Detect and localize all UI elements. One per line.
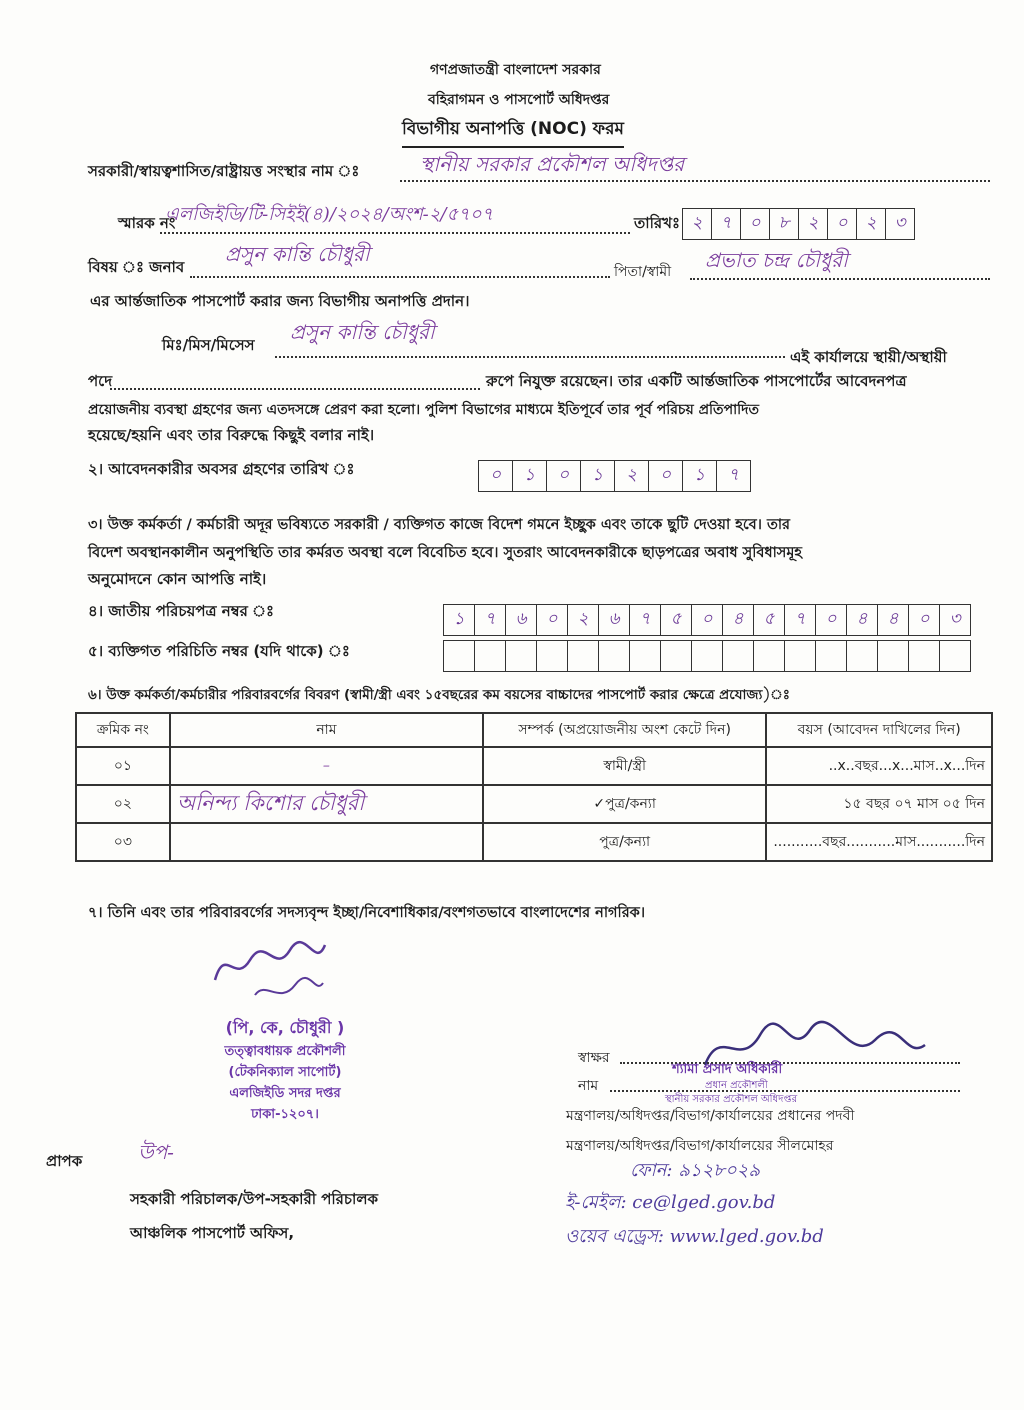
- father-label: পিতা/স্বামী: [614, 264, 672, 280]
- nid-digit: ৫: [661, 605, 692, 635]
- retire-digit: ১: [581, 461, 615, 491]
- pid-cell: [537, 641, 568, 671]
- designation-label: মন্ত্রণালয়/অধিদপ্তর/বিভাগ/কার্যালয়ের প্রধানের পদবী: [566, 1108, 855, 1124]
- item6-label: ৬। উক্ত কর্মকর্তা/কর্মচারীর পরিবারবর্গের বিবরণ (স্বামী/স্ত্রী এবং ১৫বছরের কম বয়সের বাচ্চাদের পাসপোর্ট করার ক্ষেত্রে প্রযোজ্য)ঃ: [88, 687, 790, 703]
- memo-label: স্মারক নং: [118, 214, 176, 232]
- retire-digit: ১: [513, 461, 547, 491]
- stamp-title: তত্ত্বাবধায়ক প্রকৌশলী: [224, 1044, 346, 1059]
- memo-value: এলজিইডি/টি-সিইই(৪)/২০২৪/অংশ-২/৫৭০৭: [165, 204, 494, 225]
- stamp-office: এলজিইডি সদর দপ্তর: [229, 1086, 341, 1101]
- date-digit: ২: [683, 209, 712, 239]
- date-digit: ০: [741, 209, 770, 239]
- nid-digit: ৫: [754, 605, 785, 635]
- web-text: ওয়েব এড্রেস: www.lged.gov.bd: [565, 1226, 824, 1247]
- nid-digit: ৬: [506, 605, 537, 635]
- mr-dotted-line: [275, 356, 785, 358]
- pid-cell: [816, 641, 847, 671]
- org-label: সরকারী/স্বায়ত্বশাসিত/রাষ্ট্রায়ত্ত সংস্থার নাম ঃ: [88, 162, 360, 180]
- pid-cell: [692, 641, 723, 671]
- pid-cell: [847, 641, 878, 671]
- name-label: নাম: [578, 1078, 599, 1094]
- memo-dotted-line: [160, 232, 630, 234]
- nid-digit: ০: [816, 605, 847, 635]
- para3: হয়েছে/হয়নি এবং তার বিরুদ্ধে কিছুই বলার নাই।: [88, 426, 375, 444]
- item4-label: ৪। জাতীয় পরিচয়পত্র নম্বর ঃ: [88, 602, 275, 620]
- mr-value: প্রসুন কান্তি চৌধুরী: [290, 320, 435, 344]
- stamp-sub: (টেকনিক্যাল সাপোর্ট): [228, 1065, 342, 1080]
- nid-digit: ০: [909, 605, 940, 635]
- row-relation: স্বামী/স্ত্রী: [483, 747, 766, 785]
- nid-boxes: [443, 604, 971, 636]
- recipient-handwritten: উপ-: [138, 1140, 174, 1164]
- row-age: ১৫ বছর ০৭ মাস ০৫ দিন: [766, 785, 992, 823]
- pid-cell: [754, 641, 785, 671]
- date-boxes: [682, 208, 915, 240]
- row-serial: ০৩: [76, 823, 170, 861]
- retire-date-boxes: [478, 460, 751, 492]
- item3-line2: বিদেশ অবস্থানকালীন অনুপস্থিতি তার কর্মরত অবস্থা বলে বিবেচিত হবে। সুতরাং আবেদনকারীকে ছাড়পত্রের অবাধ সুবিধাসমূহ: [88, 545, 803, 561]
- header-relation: সম্পর্ক (অপ্রয়োজনীয় অংশ কেটে দিন): [483, 713, 766, 747]
- stamp-city: ঢাকা-১২০৭।: [251, 1107, 319, 1122]
- header-age: বয়স (আবেদন দাখিলের দিন): [766, 713, 992, 747]
- date-digit: ২: [799, 209, 828, 239]
- item3-line1: ৩। উক্ত কর্মকর্তা / কর্মচারী অদূর ভবিষ্যতে সরকারী / ব্যক্তিগত কাজে বিদেশ গমনে ইচ্ছুক এবং তাকে ছুটি দেওয়া হবে। তার: [88, 517, 791, 533]
- retire-digit: ০: [479, 461, 513, 491]
- date-digit: ০: [828, 209, 857, 239]
- date-digit: ৮: [770, 209, 799, 239]
- nid-digit: ৭: [630, 605, 661, 635]
- nid-digit: ১: [444, 605, 475, 635]
- pid-cell: [723, 641, 754, 671]
- sign-label: স্বাক্ষর: [578, 1050, 610, 1066]
- row-age: ...........বছর...........মাস...........দিন: [766, 823, 992, 861]
- pid-cell: [785, 641, 816, 671]
- pid-cell: [599, 641, 630, 671]
- seal-label: মন্ত্রণালয়/অধিদপ্তর/বিভাগ/কার্যালয়ের সীলমোহর: [566, 1138, 834, 1154]
- family-table-header: [76, 713, 992, 747]
- row-name: –: [170, 747, 483, 785]
- nid-digit: ৪: [723, 605, 754, 635]
- nid-digit: ০: [692, 605, 723, 635]
- pid-cell: [878, 641, 909, 671]
- nid-digit: ৬: [599, 605, 630, 635]
- email-text: ই-মেইল: ce@lged.gov.bd: [565, 1192, 776, 1213]
- pid-cell: [630, 641, 661, 671]
- right-stamp-title: প্রধান প্রকৌশলী: [705, 1080, 768, 1091]
- org-value: স্থানীয় সরকার প্রকৌশল অধিদপ্তর: [420, 152, 685, 176]
- govt-header: গণপ্রজাতন্ত্রী বাংলাদেশ সরকার: [430, 62, 601, 78]
- nid-digit: ৭: [475, 605, 506, 635]
- nid-digit: ৭: [785, 605, 816, 635]
- row-relation: পুত্র/কন্যা: [483, 823, 766, 861]
- date-label: তারিখঃ: [634, 214, 680, 232]
- subject-label: বিষয় ঃ জনাব: [88, 258, 185, 276]
- header-name: নাম: [170, 713, 483, 747]
- family-table: [75, 712, 993, 862]
- subject-suffix: এর আর্ন্তজাতিক পাসপোর্ট করার জন্য বিভাগীয় অনাপত্তি প্রদান।: [90, 292, 470, 310]
- nid-digit: ৩: [949, 609, 961, 629]
- row-age: ..x..বছর...x...মাস..x...দিন: [766, 747, 992, 785]
- subject-name: প্রসুন কান্তি চৌধুরী: [225, 242, 370, 266]
- father-value: প্রভাত চন্দ্র চৌধুরী: [705, 248, 848, 272]
- mr-label: মিঃ/মিস/মিসেস: [162, 336, 255, 354]
- table-row: [76, 823, 992, 861]
- recipient-line1: সহকারী পরিচালক/উপ-সহকারী পরিচালক: [130, 1190, 379, 1208]
- retire-digit: ০: [649, 461, 683, 491]
- nid-digit: ৪: [847, 605, 878, 635]
- subject-dotted-line: [190, 276, 610, 278]
- para2: প্রয়োজনীয় ব্যবস্থা গ্রহণের জন্য এতদসঙ্গে প্রেরণ করা হলো। পুলিশ বিভাগের মাধ্যমে ইতিপূর্বে তার পূর্ব পরিচয় প্রতিপাদিত: [88, 402, 759, 418]
- office-suffix: এই কার্যালয়ে স্থায়ী/অস্থায়ী: [790, 348, 947, 366]
- sign-dotted-line: [620, 1062, 960, 1064]
- item7-text: ৭। তিনি এবং তার পরিবারবর্গের সদস্যবৃন্দ ইচ্ছা/নিবেশাধিকার/বংশগতভাবে বাংলাদেশের নাগরিক।: [88, 905, 646, 921]
- pid-cell: [568, 641, 599, 671]
- table-row: [76, 785, 992, 823]
- pid-cell: [444, 641, 475, 671]
- row-serial: ০১: [76, 747, 170, 785]
- recipient-line2: আঞ্চলিক পাসপোর্ট অফিস,: [130, 1224, 295, 1242]
- date-digit: ৭: [712, 209, 741, 239]
- right-stamp-org: স্থানীয় সরকার প্রকৌশল অধিদপ্তর: [665, 1094, 798, 1105]
- item3-line3: অনুমোদনে কোন আপত্তি নাই।: [88, 570, 267, 588]
- item2-label: ২। আবেদনকারীর অবসর গ্রহণের তারিখ ঃ: [88, 460, 355, 478]
- retire-digit: ১: [683, 461, 717, 491]
- date-digit: ২: [857, 209, 886, 239]
- row-name: [170, 823, 483, 861]
- pid-cell: [940, 641, 970, 671]
- para1: রুপে নিযুক্ত রয়েছেন। তার একটি আর্ন্তজাতিক পাসপোর্টের আবেদনপত্র: [486, 372, 907, 390]
- post-label: পদে: [88, 372, 113, 390]
- right-stamp-name: শ্যামা প্রসাদ অধিকারী: [672, 1062, 783, 1077]
- post-dotted-line: [110, 388, 480, 390]
- left-stamp: [195, 1015, 375, 1126]
- row-serial: ০২: [76, 785, 170, 823]
- row-name: অনিন্দ্য কিশোর চৌধুরী: [170, 785, 483, 823]
- stamp-name: (পি, কে, চৌধুরী ): [225, 1018, 345, 1037]
- item5-label: ৫। ব্যক্তিগত পরিচিতি নম্বর (যদি থাকে) ঃ: [88, 642, 350, 660]
- pid-cell: [909, 641, 940, 671]
- recipient-label: প্রাপক: [46, 1152, 83, 1170]
- header-serial: ক্রমিক নং: [76, 713, 170, 747]
- left-signature: [205, 935, 335, 1015]
- pid-cell: [475, 641, 506, 671]
- pid-boxes: [443, 640, 971, 672]
- retire-digit: ০: [547, 461, 581, 491]
- phone-text: ফোন: ৯১২৮০২৯: [630, 1160, 761, 1181]
- dept-header: বহিরাগমন ও পাসপোর্ট অধিদপ্তর: [428, 92, 610, 108]
- nid-digit: ৪: [878, 605, 909, 635]
- retire-digit: ২: [615, 461, 649, 491]
- pid-cell: [661, 641, 692, 671]
- date-digit: ৩: [894, 213, 906, 233]
- form-title: বিভাগীয় অনাপত্তি (NOC) ফরম: [402, 116, 624, 148]
- pid-cell: [506, 641, 537, 671]
- row-relation: ✓পুত্র/কন্যা: [483, 785, 766, 823]
- nid-digit: ০: [537, 605, 568, 635]
- table-row: [76, 747, 992, 785]
- retire-digit: ৭: [727, 465, 740, 485]
- nid-digit: ২: [568, 605, 599, 635]
